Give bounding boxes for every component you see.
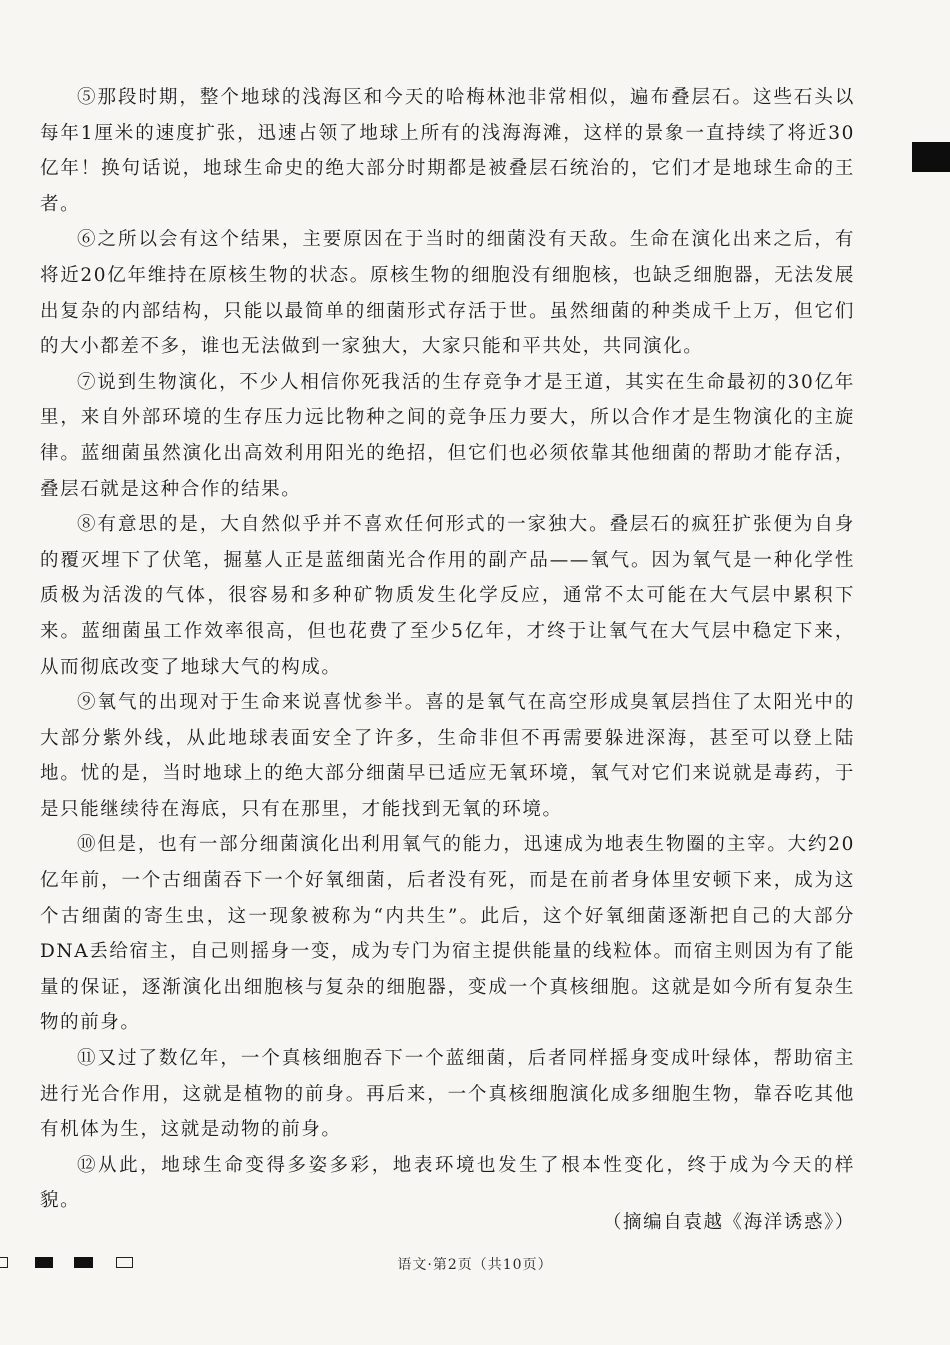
article-body: [40, 80, 855, 1219]
paragraph-7: ⑦说到生物演化，不少人相信你死我活的生存竞争才是王道，其实在生命最初的30亿年里，来自外部环境的生存压力远比物种之间的竞争压力要大，所以合作才是生物演化的主旋律。蓝细菌虽然演化出高效利用阳光的绝招，但它们也必须依靠其他细菌的帮助才能存活，叠层石就是这种合作的结果。: [40, 371, 855, 500]
paragraph-11: ⑪又过了数亿年，一个真核细胞吞下一个蓝细菌，后者同样摇身变成叶绿体，帮助宿主进行光合作用，这就是植物的前身。再后来，一个真核细胞演化成多细胞生物，靠吞吃其他有机体为生，这就是动物的前身。: [40, 1048, 855, 1141]
source-citation: （摘编自袁越《海洋诱惑》）: [602, 1212, 855, 1233]
binding-tab-mark: [912, 142, 950, 172]
page-footer: 语文·第2页（共10页）: [397, 1257, 553, 1273]
paragraph-5: ⑤那段时期，整个地球的浅海区和今天的哈梅林池非常相似，遍布叠层石。这些石头以每年1厘米的速度扩张，迅速占领了地球上所有的浅海海滩，这样的景象一直持续了将近30亿年！换句话说，地球生命史的绝大部分时期都是被叠层石统治的，它们才是地球生命的王者。: [40, 87, 855, 215]
paragraph-6: ⑥之所以会有这个结果，主要原因在于当时的细菌没有天敌。生命在演化出来之后，有将近20亿年维持在原核生物的状态。原核生物的细胞没有细胞核，也缺乏细胞器，无法发展出复杂的内部结构，只能以最简单的细菌形式存活于世。虽然细菌的种类成千上万，但它们的大小都差不多，谁也无法做到一家独大，大家只能和平共处，共同演化。: [40, 229, 855, 358]
paragraph-8: ⑧有意思的是，大自然似乎并不喜欢任何形式的一家独大。叠层石的疯狂扩张便为自身的覆灭埋下了伏笔，掘墓人正是蓝细菌光合作用的副产品——氧气。因为氧气是一种化学性质极为活泼的气体，很容易和多种矿物质发生化学反应，通常不太可能在大气层中累积下来。蓝细菌虽工作效率很高，但也花费了至少5亿年，才终于让氧气在大气层中稳定下来，从而彻底改变了地球大气的构成。: [40, 514, 855, 678]
paragraph-10: ⑩但是，也有一部分细菌演化出利用氧气的能力，迅速成为地表生物圈的主宰。大约20亿年前，一个古细菌吞下一个好氧细菌，后者没有死，而是在前者身体里安顿下来，成为这个古细菌的寄生虫，这一现象被称为“内共生”。此后，这个好氧细菌逐渐把自己的大部分DNA丢给宿主，自己则摇身一变，成为专门为宿主提供能量的线粒体。而宿主则因为有了能量的保证，逐渐演化出细胞核与复杂的细胞器，变成一个真核细胞。这就是如今所有复杂生物的前身。: [40, 834, 855, 1034]
paragraph-9: ⑨氧气的出现对于生命来说喜忧参半。喜的是氧气在高空形成臭氧层挡住了太阳光中的大部分紫外线，从此地球表面安全了许多，生命非但不再需要躲进深海，甚至可以登上陆地。忧的是，当时地球上的绝大部分细菌早已适应无氧环境，氧气对它们来说就是毒药，于是只能继续待在海底，只有在那里，才能找到无氧的环境。: [40, 692, 855, 820]
paragraph-12: ⑫从此，地球生命变得多姿多彩，地表环境也发生了根本性变化，终于成为今天的样貌。: [40, 1154, 855, 1212]
